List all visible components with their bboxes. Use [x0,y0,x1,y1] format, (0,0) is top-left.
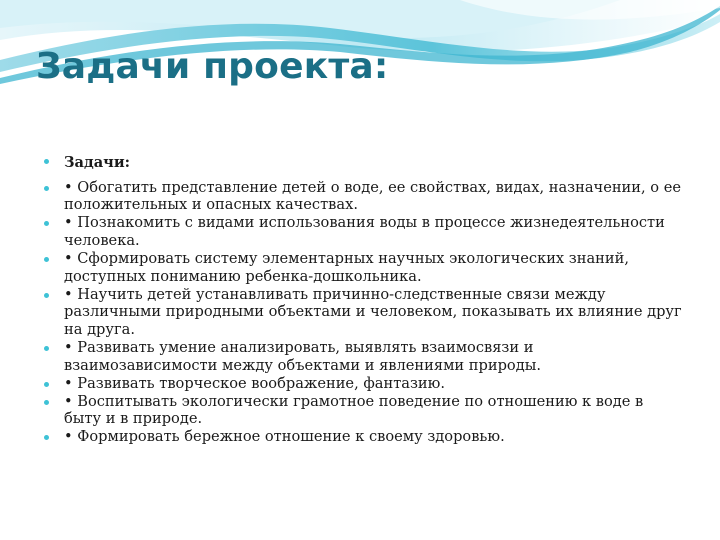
task-list [44,154,684,447]
list-item-text: • Формировать бережное отношение к своему здоровью. [64,428,505,446]
list-item-text: • Воспитывать экологически грамотное поведение по отношению к воде в быту и в природе. [64,392,644,428]
list-item [44,250,684,285]
bullet-dot-icon [44,382,49,387]
list-item [44,214,684,249]
bullet-dot-icon [44,186,49,191]
bullet-dot-icon [44,221,49,226]
list-item-text: • Познакомить с видами использования воды в процессе жизнедеятельности человека. [64,214,665,249]
list-item [44,179,684,214]
list-item [44,393,684,428]
bullet-dot-icon [44,293,49,298]
list-heading: Задачи: [64,154,131,171]
bullet-dot-icon [44,435,49,440]
bullet-dot-icon [44,257,49,262]
list-item-text: • Обогатить представление детей о воде, ее свойствах, видах, назначении, о ее положительных и опасных качествах. [64,178,681,214]
list-item-text: • Сформировать систему элементарных научных экологических знаний, доступных пониманию ребенка-дошкольника. [64,249,629,285]
list-item-text: • Научить детей устанавливать причинно-следственные связи между различными природными объектами и человеком, показывать их влияние друг на друга. [64,285,682,338]
list-item-text: • Развивать умение анализировать, выявлять взаимосвязи и взаимозависимости между объектами и явлениями природы. [64,338,541,374]
list-item [44,286,684,339]
bullet-dot-icon [44,346,49,351]
list-item [44,375,684,393]
slide-title: Задачи проекта: [36,46,389,87]
list-item-text: • Развивать творческое воображение, фантазию. [64,374,446,392]
bullet-dot-icon [44,400,49,405]
list-item [44,339,684,374]
list-item [44,428,684,446]
bullet-dot-icon [44,159,49,164]
list-heading-item [44,154,684,172]
